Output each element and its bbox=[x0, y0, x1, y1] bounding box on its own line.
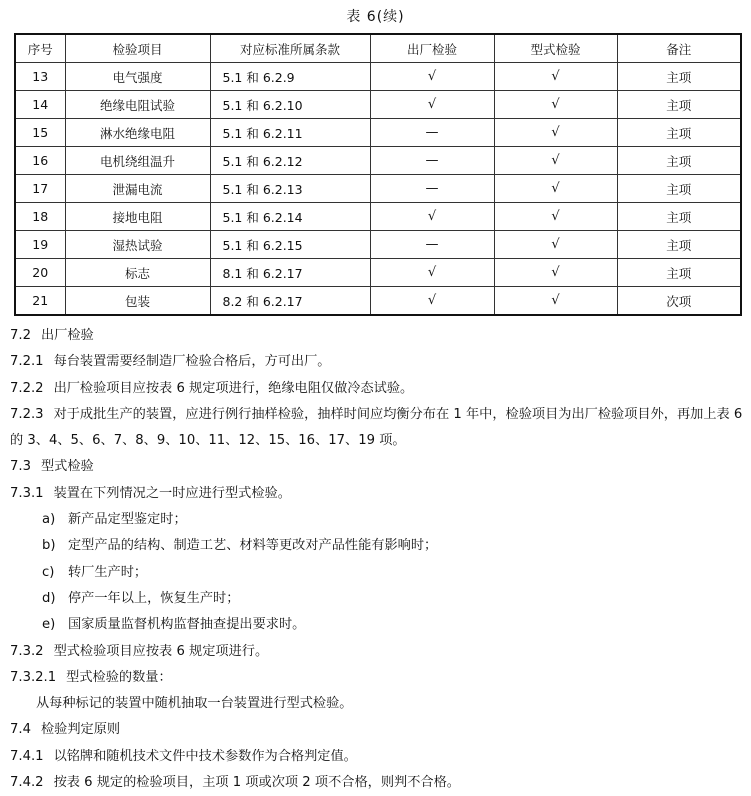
table-row bbox=[15, 287, 741, 316]
cell-index: 19 bbox=[15, 231, 65, 259]
cell-type: √ bbox=[494, 147, 617, 175]
list-text: 停产一年以上，恢复生产时； bbox=[68, 590, 240, 606]
cell-factory: — bbox=[370, 175, 494, 203]
clause-number: 7.3.1 bbox=[10, 485, 44, 501]
clause-7-3-2-1-body: 从每种标记的装置中随机抽取一台装置进行型式检验。 bbox=[36, 696, 353, 712]
list-item-d bbox=[10, 586, 746, 612]
cell-factory: — bbox=[370, 119, 494, 147]
clause-7-4-1 bbox=[10, 744, 746, 770]
section-7-4 bbox=[10, 717, 746, 743]
cell-item: 接地电阻 bbox=[65, 203, 210, 231]
cell-remark: 主项 bbox=[617, 63, 741, 91]
table-row bbox=[15, 119, 741, 147]
clause-7-3-2-1 bbox=[10, 665, 746, 691]
table-row bbox=[15, 259, 741, 287]
cell-remark: 主项 bbox=[617, 91, 741, 119]
body-text bbox=[10, 323, 746, 796]
clause-7-2-3 bbox=[10, 402, 746, 455]
clause-text: 按表 6 规定的检验项目，主项 1 项或次项 2 项不合格，则判不合格。 bbox=[53, 775, 460, 791]
clause-7-3-1 bbox=[10, 481, 746, 507]
cell-item: 泄漏电流 bbox=[65, 175, 210, 203]
clause-number: 7.2.1 bbox=[10, 354, 44, 370]
cell-factory: √ bbox=[370, 63, 494, 91]
section-number: 7.4 bbox=[10, 722, 31, 738]
cell-type: √ bbox=[494, 63, 617, 91]
cell-item: 标志 bbox=[65, 259, 210, 287]
cell-index: 20 bbox=[15, 259, 65, 287]
cell-item: 淋水绝缘电阻 bbox=[65, 119, 210, 147]
section-7-2 bbox=[10, 323, 746, 349]
list-item-b bbox=[10, 533, 746, 559]
col-header-clause: 对应标准所属条款 bbox=[210, 34, 370, 63]
clause-7-4-2 bbox=[10, 770, 746, 796]
cell-factory: √ bbox=[370, 91, 494, 119]
cell-clause: 8.1 和 6.2.17 bbox=[210, 259, 370, 287]
section-number: 7.2 bbox=[10, 328, 31, 343]
cell-remark: 主项 bbox=[617, 119, 741, 147]
cell-clause: 5.1 和 6.2.11 bbox=[210, 119, 370, 147]
cell-clause: 5.1 和 6.2.10 bbox=[210, 91, 370, 119]
clause-number: 7.3.2.1 bbox=[10, 669, 57, 685]
clause-number: 7.4.1 bbox=[10, 748, 44, 764]
clause-text: 出厂检验项目应按表 6 规定项进行，绝缘电阻仅做冷态试验。 bbox=[53, 380, 414, 396]
clause-7-2-1 bbox=[10, 349, 746, 375]
cell-factory: — bbox=[370, 147, 494, 175]
cell-type: √ bbox=[494, 203, 617, 231]
cell-remark: 主项 bbox=[617, 259, 741, 287]
table-caption: 表 6(续) bbox=[346, 9, 405, 25]
cell-index: 17 bbox=[15, 175, 65, 203]
clause-7-3-2 bbox=[10, 639, 746, 665]
cell-remark: 主项 bbox=[617, 231, 741, 259]
clause-text: 对于成批生产的装置，应进行例行抽样检验，抽样时间应均衡分布在 1 年中，检验项目为出厂检验项目外，再加上表 6 的 3、4、5、6、7、8、9、10、11、12、15、16、17、19 项。 bbox=[10, 406, 743, 449]
clause-7-2-2 bbox=[10, 376, 746, 402]
list-text: 国家质量监督机构监督抽查提出要求时。 bbox=[68, 617, 306, 633]
list-text: 定型产品的结构、制造工艺、材料等更改对产品性能有影响时； bbox=[68, 538, 438, 554]
list-letter: c) bbox=[42, 564, 55, 580]
list-item-e bbox=[10, 612, 746, 638]
cell-type: √ bbox=[494, 175, 617, 203]
cell-factory: √ bbox=[370, 287, 494, 316]
clause-text: 型式检验的数量： bbox=[66, 669, 172, 685]
cell-clause: 5.1 和 6.2.13 bbox=[210, 175, 370, 203]
list-letter: e) bbox=[42, 617, 56, 633]
inspection-table bbox=[14, 33, 742, 316]
cell-clause: 5.1 和 6.2.14 bbox=[210, 203, 370, 231]
section-title: 型式检验 bbox=[40, 459, 94, 475]
list-letter: d) bbox=[42, 590, 56, 606]
cell-item: 电气强度 bbox=[65, 63, 210, 91]
clause-text: 每台装置需要经制造厂检验合格后，方可出厂。 bbox=[53, 354, 331, 370]
cell-type: √ bbox=[494, 287, 617, 316]
list-text: 转厂生产时； bbox=[68, 564, 148, 580]
cell-index: 18 bbox=[15, 203, 65, 231]
clause-text: 型式检验项目应按表 6 规定项进行。 bbox=[53, 643, 269, 659]
cell-item: 电机绕组温升 bbox=[65, 147, 210, 175]
cell-index: 16 bbox=[15, 147, 65, 175]
col-header-remark: 备注 bbox=[617, 34, 741, 63]
cell-index: 14 bbox=[15, 91, 65, 119]
col-header-factory: 出厂检验 bbox=[370, 34, 494, 63]
cell-factory: √ bbox=[370, 259, 494, 287]
cell-factory: √ bbox=[370, 203, 494, 231]
cell-type: √ bbox=[494, 119, 617, 147]
cell-remark: 主项 bbox=[617, 147, 741, 175]
clause-number: 7.3.2 bbox=[10, 643, 44, 659]
table-row bbox=[15, 147, 741, 175]
clause-text: 装置在下列情况之一时应进行型式检验。 bbox=[53, 485, 291, 501]
list-text: 新产品定型鉴定时； bbox=[68, 512, 187, 528]
cell-clause: 8.2 和 6.2.17 bbox=[210, 287, 370, 316]
section-number: 7.3 bbox=[10, 459, 31, 475]
cell-index: 21 bbox=[15, 287, 65, 316]
cell-item: 包装 bbox=[65, 287, 210, 316]
cell-item: 绝缘电阻试验 bbox=[65, 91, 210, 119]
cell-factory: — bbox=[370, 231, 494, 259]
table-row bbox=[15, 231, 741, 259]
cell-clause: 5.1 和 6.2.9 bbox=[210, 63, 370, 91]
cell-clause: 5.1 和 6.2.15 bbox=[210, 231, 370, 259]
cell-remark: 次项 bbox=[617, 287, 741, 316]
list-item-a bbox=[10, 507, 746, 533]
list-letter: a) bbox=[42, 512, 56, 528]
table-row bbox=[15, 63, 741, 91]
cell-index: 15 bbox=[15, 119, 65, 147]
col-header-item: 检验项目 bbox=[65, 34, 210, 63]
cell-index: 13 bbox=[15, 63, 65, 91]
clause-number: 7.4.2 bbox=[10, 775, 44, 791]
table-row bbox=[15, 175, 741, 203]
cell-type: √ bbox=[494, 231, 617, 259]
col-header-index: 序号 bbox=[15, 34, 65, 63]
table-header-row bbox=[15, 34, 741, 63]
table-row bbox=[15, 91, 741, 119]
cell-remark: 主项 bbox=[617, 175, 741, 203]
cell-clause: 5.1 和 6.2.12 bbox=[210, 147, 370, 175]
list-item-c bbox=[10, 560, 746, 586]
cell-type: √ bbox=[494, 91, 617, 119]
clause-text: 以铭牌和随机技术文件中技术参数作为合格判定值。 bbox=[53, 748, 357, 764]
cell-type: √ bbox=[494, 259, 617, 287]
col-header-type: 型式检验 bbox=[494, 34, 617, 63]
section-title: 出厂检验 bbox=[40, 328, 94, 343]
cell-remark: 主项 bbox=[617, 203, 741, 231]
clause-number: 7.2.2 bbox=[10, 380, 44, 396]
cell-item: 湿热试验 bbox=[65, 231, 210, 259]
list-letter: b) bbox=[42, 538, 56, 554]
section-7-3 bbox=[10, 454, 746, 480]
table-row bbox=[15, 203, 741, 231]
section-title: 检验判定原则 bbox=[40, 722, 121, 738]
clause-number: 7.2.3 bbox=[10, 406, 44, 422]
